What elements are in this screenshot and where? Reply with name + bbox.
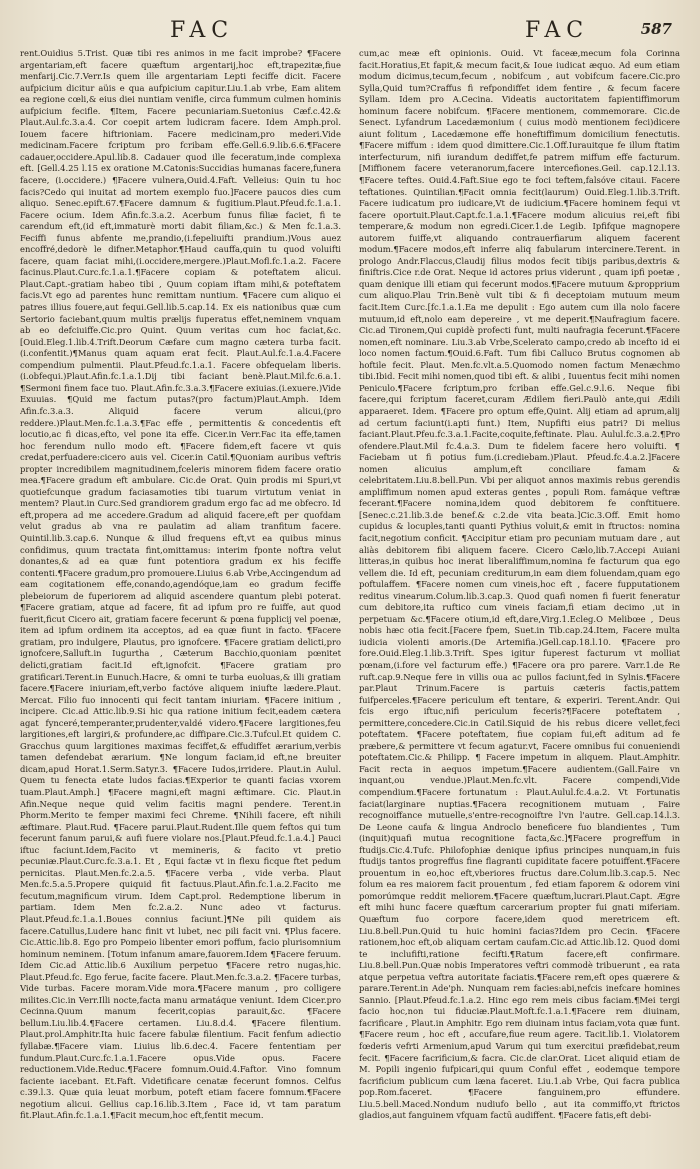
header-left-word: FAC — [170, 18, 235, 43]
header-right-word: FAC — [525, 18, 590, 43]
left-column-text: rent.Ouidius 5.Trist. Quæ tibi res animos in me facit improbe? ¶Facere argentariam,eft facere quæftum argentarij,hoc eft,trapezitæ,fiue menfarij.Cic.7.Verr.Is quem ille argentariam Lepti feciffe dicit. Facere aufpicium dicitur aüis e qua aufpicium capitur.Liu.1.ab vrbe, Eam alitem ea regione cœli,& eius diei nuntiam venifle, circa fummum culmen hominis aufpicium fecifle. ¶Item, Facere pecuniariam.Suetonius Cæf.c.42.& Plaut.Aul.fc.3.a.4. Cor coepit artem ludicram facere. Idem Amph.prol. Iouem facere hiftrioniam. Facere medicinam,pro mederi.Vide medicinam.Facere fcriptum pro fcribam effe.Gell.6.9.lib.6.6.¶Facere cadauer,occidere.Apul.lib.8. Cadauer quod ille feceratum,inde complexa eft. [Gell.4.25 l.15 ex oratione M.Catonis:Succidias humanas facere,funera facere, (i.occidere.) ¶Facere vulnera,Ouid.4.Faft. Velleius: Quin tu hoc facis?Cedo qui inuitat ad mortem exemplo fuo.]Facere paucos dies cum aliquo. Senec.epift.67.¶Facere damnum & fugitium.Plaut.Pfeud.fc.1.a.1. Facere ocium. Idem Afin.fc.3.a.2. Acerbum funus filiæ faciet, fi te carendum eft,(id eft,immaturè morti dabit filiam,&c.) & Men fc.1.a.3. Feciffi funus abfente me,prandio,(i.fepeliuifti prandium.)Vous auez encoffré,dedorè le difner.Metaphor.¶Haud cauffa,quin tu quod voluifti facere, quam faciat mihi,(i.occidere,mergere.)Plaut.Mofl.fc.1.a.2. Facere facinus.Plaut.Curc.fc.1.a.1.¶Facere copiam & poteftatem alicui. Plaut.Capt.-gratiam habeo tibi , Quum copiam iftam mihi,& poteftatem facis.Vt ego ad parentes hunc remittam nuntium. ¶Facere cum aliquo ei patres illius fouere,aut fequi.Gell.lib.5.cap.14. Ex eis nationibus quæ cum Sertorio faciebant,quum multis prælijs fuperatus effet,neminem vnquam ab eo defciuiffe.Cic.pro Quint. Quum veritas cum hoc faciat,&c.[Ouid.Eleg.1.lib.4.Trift.Deorum Cæfare cum magno cætera turba facit.(i.confentit.)¶Manus quam aquam erat fecit. Plaut.Aul.fc.1.a.4.Facere compendium pulmentii. Plaut.Pfeud.fc.1.a.1. Facere obfequelam liberis.(i.obfequi.)Plaut.Afin.fc.1.a.1.Dij tibi faciant benè.Plaut.Mil.fc.6.a.1. ¶Sermoni finem face tuo. Plaut.Afin.fc.3.a.3.¶Facere exiuias.(i.exuere.)Vide Exuuias. ¶Quid me factum putas?(pro factum)Plaut.Amph. Idem Afin.fc.3.a.3. Aliquid facere verum alicui,(pro reddere.)Plaut.Men.fc.1.a.3.¶Fac effe , permittentis & concedentis eft locutio,ac fi dicas,efto, vel pone ita effe. Cicer.in Verr.Fac ita effe,tamen hoc ferendum nullo modo eft. ¶Facere fidem,eft facere vt quis credat,perfuadere:cicero auis vel. Cicer.in Catil.¶Quoniam auribus veftris propter incredibilem magnitudinem,fceleris minorem fidem facere oratio mea.¶Facere gradum eft ambulare. Cic.de Orat. Quin prodis mi Spuri,vt quotiefcunque gradum faciasamoties tibi tuarum virtutum veniat in mentem? Plaut.in Curc.Sed grandiorem gradum ergo fac ad me obfecro. Id eft,propera ad me accedere.Gradum ad aliquid facere,eft per quofdam velut gradus ab vna re paulatim ad aliam tranfitum facere. Quintil.lib.3.cap.6. Nunque & illud frequens eft,vt ea quibus minus confidimus, quum tractata fint,omittamus: interim fponte noftra velut donantes,& ad ea quæ funt potentiora gradum ex his feciffe contenti.¶Facere gradum,pro promouere.Liuius 6.ab Vrbe,Accingendum ad eam cogitationem effe,conando,agendóque,iam eo gradum feciffe plebeiorum de fuperiorem ad aliquid ascendere quantum plebi poterat. ¶Facere gratiam, atque ad facere, fit ad ipfum pro re fuiffe, aut quod fuerit,ficut Cicero ait, gratiam facere fecerunt & pœna fupplicij vel poenæ, item ad ipfum ordinem ita acceptos, ad ea quæ fiunt in facto. ¶Facere gratiam, pro indulgere, Plautus, pro ignofcere. ¶Facere gratiam delicti,pro ignofcere,Salluft.in Iugurtha , Cæterum Bacchio,quoniam pœnitet delicti,gratiam facit.Id eft,ignofcit. ¶Facere gratiam pro gratificari.Terent.in Eunuch.Hacre, & omni te turba euoluas,& illi gratiam facere.¶Facere iniuriam,eft,verbo factóve aliquem iniufte lædere.Plaut. Mercat. Filio fuo innocenti qui fecit tantam iniuriam. ¶Facere initium , incipere. Cic.ad Attic.lib.9.Si hic qua ratione initium fecit,eadem cætera agat fynceré,temperanter,prudenter,valdé videro.¶Facere largitiones,feu largitiones,eft largiri,& profundere,ac diffipare.Cic.3.Tufcul.Et quidem C. Gracchus quum largitiones maximas feciffet,& effudiffet ærarium,verbis tamen defendebat ærarium. ¶Ne longum faciam,id eft,ne breuiter dicam,apud Horat.1.Serm.Satyr.3. ¶Facere Iudos,irridere. Plaut.in Aulul. Quem tu fenecta etate ludos facias.¶Experior te quanti facias vxorem tuam.Plaut.Amph.] ¶Facere magni,eft magni æftimare. Cic. Plaut.in Afin.Neque neque quid velim facitis magni pendere. Terent.in Phorm.Merito te femper maximi feci Chreme. ¶Nihili facere, eft nihili æftimare. Plaut.Rud. ¶Facere parui.Plaut.Rudent.Ille quem feftos qui tum fecerunt fanum parui,& aufi fuere violare nos.[Plaut.Pfeud.fc.1.a.4.] Pauci iftuc faciunt.Idem,Facito vt memineris, & facito vt pretio pecuniæ.Plaut.Curc.fc.3.a.1. Et , Equi factæ vt in flexu ficque ftet pedum pernicitas. Plaut.Men.fc.2.a.5. ¶Facere verba , vide verba. Plaut Men.fc.5.a.5.Propere quiquid fit factuus.Plaut.Afin.fc.1.a.2.Facito me fecutum,magnificum virum. Idem Capt.prol. Redemptione liberum in partiam. Idem Men fc.2.a.2. Nunc adeo vt facturus. Plaut.Pfeud.fc.1.a.1.Boues connius faciunt.]¶Ne pili quidem ais facere.Catullus,Ludere hanc finit vt lubet, nec pili facit vni. ¶Plus facere. Cic.Attic.lib.8. Ego pro Pompeio libenter emori poffum, facio plurisomnium hominum neminem. [Totum infanum amare,fauorem.Idem ¶Facere feruum. Idem Cic.ad Attic.lib.6 Auxilium perpetuo ¶Facere retro nugas,hic. Plaut.Pfeud.fc. Ego ferue, facite facere. Plaut.Men.fc.3.a.2. ¶Facere turbas, Vide turbas. Facere moram.Vide mora.¶Facere manum , pro colligere milites.Cic.in Verr.Illi nocte,facta manu armatáque veniunt. Idem Cicer.pro Cecinna.Quum manum fecerit,copias parauit,&c. ¶Facere bellum.Liu.lib.4.¶Facere certamen. Liu.8.d.4. ¶Facere filentium. Plaut.prol.Amphitr.Ita huic facere fabulæ filentium. Facit fenfum adiectio fyllabæ.¶Facere viam. Liuius lib.6.dec.4. Facere fententiam per fundum.Plaut.Curc.fc.1.a.1.Facere opus.Vide opus. Facere reductionem.Vide.Reduc.¶Facere fomnum.Ouid.4.Faftor. Vino fomnum faciente iacebant. Et.Faft. Videtificare cenatæ fecerunt fomnos. Celfus c.39.l.3. Quæ quia leuat morbum, poteft etiam facere fomnum.¶Facere negotium alicui. Gellius cap.16.lib.3.Item , Face id, vt tam paratum fit.Plaut.Afin.fc.1.a.1.¶Facit mecum,hoc eft,fentit mecum. — [20, 48, 341, 1121]
right-column-text: cum,ac meæ eft opinionis. Ouid. Vt faceæ,mecum fola Corinna facit.Horatius,Et fapit,& mecum facit,& Ioue iudicat æquo. Ad eum etiam modum dicimus,tecum,fecum , nobifcum , aut vobifcum facere.Cic.pro Sylla,Quid tum?Craffus fi refpondiffet idem fentire , & fecum facere Syllam. Idem pro A.Cecina. Videatis auctoritatem fapientiffimorum hominum facere nobifcum. ¶Facere mentionem, commemorare. Cic.de Senect. Lyfandrum Lacedæmonium ( cuius modò mentionem feci)dicere aiunt folitum , Lacedæmone effe honeftiffimum domicilium fenectutis. ¶Facere miffum : idem quod dimittere.Cic.1.Off.Iurauitque fe illum ftatim interfecturum, nifi iurandum dediffet,fe patrem miffum effe facturum.[Miffionem facere veteranorum,facere intercefiones.Geil. cap.12.l.13. ¶Facere teftes. Ouid.4.Faft.Siue ego te foci teftem,falsóve citaui. Facere teftationes. Quintilian.¶Facit omnia fecit(laurum) Ouid.Eleg.1.lib.3.Trift. Facere iudicatum pro iudicare,Vt de iudicium.¶Facere hominem fequi vt facere oportuit.Plaut.Capt.fc.1.a.1.¶Facere modum alicuius rei,eft fibi temperare,& modum non egredi.Cicer.1.de Legib. Ipfifque magnopere autorem fuiffe,vt aliquando contrauerfiarum aliquem facerent modum.¶Facere modos,eft inferre aliq fabularum intercinere.Terent. in prologo Andr.Flaccus,Claudij filius modos fecit tibijs paribus,dextris & finiftris.Cice r.de Orat. Neque id actores prius viderunt , quam ipfi poetæ , quam denique illi etiam qui fecerunt modos.¶Facere mutuum &propprium cum aliquo.Plau Trin.Benè vult tibi & fi deceptoiam mutuum meum facit.Item Curc.[fc.1.a.1.Ea me depulit : Ego autem cum illa nolo facere mutuum,id eft,nolo eam depereire , vt me deperit.¶Naufragium facere. Cic.ad Tironem,Qui cupidè profecti funt, multi naufragia fecerunt.¶Facere nomen,eft nominare. Liu.3.ab Vrbe,Scelerato campo,credo ab incefto id ei loco nomen factum.¶Ouid.6.Faft. Tum fibi Calluco Brutus cognomen ab hoftile fecit. Plaut. Men.fc.vlt.a.5.Quomodo nomen factum Menæchmo tibi.Ibid. Fecit mihi nomen,quod tibi eft. & alibi , Iuuentus fecit mihi nomen Peniculo.¶Facere fcriptum,pro fcriban effe.Gel.c.9.l.6. Neque fibi facere,qui fcriptum faceret,curam Ædilem fieri.Paulò ante,qui Ædili apparaeret. Idem. ¶Facere pro optum effe,Quint. Alij etiam ad aprum,alij ad certum faciunt(i.apti funt.) Item, Nupfifti eius patri? Di melius faciant.Plaut.Pfeu.fc.3.a.1.Facite,coquite,feftinate. Plau. Aulul.fc.3.a.2.¶Pro ofendere.Plaut.Mil fc.4.a.3. Dum te fidelem facere hero voluifti. ¶ Faciebam ut fi potius fum.(i.crediebam.)Plaut. Pfeud.fc.4.a.2.]Facere nomen alicuius amplum,eft conciliare famam & celebritatem.Liu.8.bell.Pun. Vbi per aliquot annos maximis rebus gerendis ampliffimum nomen apud exteras gentes , populi Rom. famáque veftræ fecerant.¶Facere nomina,idem quod debitorem fe conftituere.[Senec.c.21.lib.3.de benef.& c.2.de vita beata.]Cic.3.Off. Emit homo cupidus & locuples,tanti quanti Pythius voluit,& emit in ftructos: nomina facit,negotium conficit. ¶Accipitur etiam pro pecuniam mutuam dare , aut aliàs debitorem fibi aliquem facere. Cicero Cælo,lib.7.Accepi Auiani litteras,in quibus hoc inerat liberaliffimum,nomina fe facturum qua ego vellem die. Id eft, pecuniam crediturum,in eam diem foluendam,quam ego poftulaffem. ¶Facere nomen cum vineis,hoc eft , facere fupputationem reditus vinearum.Colum.lib.3.cap.3. Quod quafi nomen fi fuerit feneratur cum debitore,ita ruftico cum vineis faciam,fi etiam decimo ,ut in perpetuam &c.¶Facere otium,id eft,dare,Virg.1.Ecleg.O Melibœe , Deus nobis hæc otia fecit.[Facere fpem, Suet.in Tib.cap.24.Item, Facere multa iudicia violenti amoris.(De Artemifia.)Gell.cap.18.l.10. ¶Facere pro fore.Ouid.Eleg.1.lib.3.Trift. Spes igitur fuperest facturum vt molliat pœnam,(i.fore vel facturum effe.) ¶Facere ora pro parere. Varr.1.de Re ruft.cap.9.Neque fere in villis oua ac pullos faciunt,fed in Sylnis.¶Facere par.Plaut Trinum.Facere is partuis cæteris factis,pattem fuifperceles.¶Facere periculum eft tentare, & experiri. Terent.Andr. Qui fcis ergo iftuc,nifi periculum feceris?¶Facere poteftatem , permittere,concedere.Cic.in Catil.Siquid de his rebus dicere vellet,feci poteftatem. ¶Facere poteftatem, fiue copiam fui,eft aditum ad fe præbere,& permittere vt fecum agatur.vt, Facere omnibus fui conueniendi poteftatem.Cic.& Philipp. ¶ Facere impetum in aliquem. Plaut.Amphitr. Facit recta in aequos impetum.¶Facere audientem.(Gall.Faire vn inquant,ou vendue.)Plaut.Men.fc.vlt. Facere compendi,Vide compendium.¶Facere fortunatum : Plaut.Aulul.fc.4.a.2. Vt Fortunatis faciat(larginare nuptias.¶Facera recognitionem mutuam , Faire recognoiffance mutuelle,s'entre-recognoiftre l'vn l'autre. Gell.cap.14.l.3. De Leone caufa & lingua Androclo beneficere fuo blandientes , Tum (inquit)quafi mutua recognitione facta,&c.]¶Facere progreffum in ftudijs.Cic.4.Tufc. Philofophiæ denique ipfius principes nunquam,in fuis ftudijs tantos progreffus fine flagranti cupiditate facere potuiffent.¶Facere prouentum in eo,hoc eft,vberiores fructus dare.Colum.lib.3.cap.5. Nec folum ea res maiorem facit prouentum , fed etiam faporem & odorem vini pomorúmque reddit meliorem.¶Facere quæftum,lucrari.Plaut.Capt. Ægre eft mihi hunc facere quæftum carcerarium propter fui gnati miferiam. Quæftum fuo corpore facere,idem quod meretricem eft. Liu.8.bell.Pun.Quid tu huic homini facias?Idem pro Cecin. ¶Facere rationem,hoc eft,ob aliquam certam caufam.Cic.ad Attic.lib.12. Quod domi te inclufifti,ratione fecifti.¶Ratum facere,eft confirmare. Liu.8.bell.Pun.Quæ nobis Imperatores veftri commodè tribuerunt , ea rata atque perpetua veftra autoritate faciatis.¶Facere rem,eft opes quærere & parare.Terent.in Ade'ph. Nunquam rem facies:abi,nefcis inefcare homines Sannio. [Plaut.Pfeud.fc.1.a.2. Hinc ego rem meis cibus faciam.¶Mei tergi facio hoc,non tui fiduciæ.Plaut.Moft.fc.1.a.1.¶Facere rem diuinam, facrificare , Plaut.in Amphitr. Ego rem diuinam intus faciam,vota quæ funt. ¶Facere reum , hoc eft , accufare,fiue reum agere. Tacit.lib.1. Violatorem fœderis vefrti Armenium,apud Varum qui tum exercitui præfidebat,reum fecit. ¶Facere facrificium,& facra. Cic.de clar.Orat. Licet aliquid etiam de M. Popili ingenio fufpicari,qui quum Conful effet , eodemque tempore facrificium publicum cum læna faceret. Liu.1.ab Vrbe, Qui facra publica pop.Rom.faceret. ¶Facere fanguinem,pro effundere. Liu.5.bell.Maced.Nondum nudiufo bello , aut ita commiffo,vt ftrictos gladios,aut fanguinem vfquam factū audiffent. ¶Facere fatis,eft debi- — [359, 48, 680, 1121]
page-number: 587 — [640, 20, 672, 38]
right-column — [359, 48, 680, 1157]
left-column — [20, 48, 341, 1157]
text-columns — [20, 48, 680, 1157]
